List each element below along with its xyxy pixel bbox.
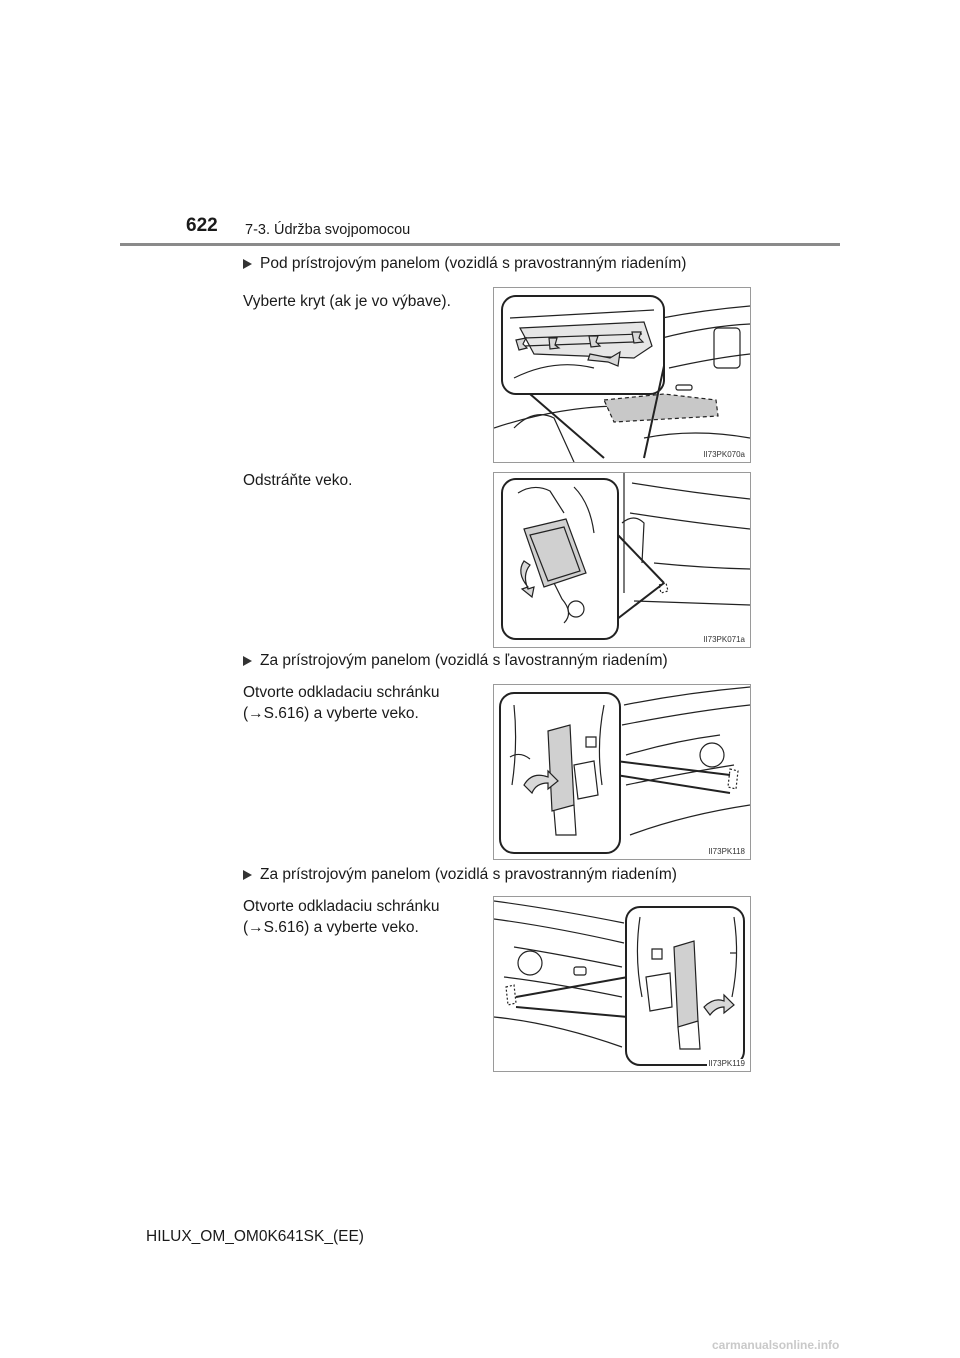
figure-code: II73PK119 [708,1059,745,1068]
bullet-triangle-icon [243,870,252,880]
figure-code: II73PK118 [708,847,745,856]
step-text: Vyberte kryt (ak je vo výbave). [243,293,451,310]
watermark: carmanualsonline.info [712,1338,840,1352]
bullet-text: Za prístrojovým panelom (vozidlá s pravostranným riadením) [260,866,677,883]
step-text-line: (→S.616) a vyberte veko. [243,919,419,936]
page-number: 622 [186,215,218,236]
bullet-text: Pod prístrojovým panelom (vozidlá s pravostranným riadením) [260,255,687,272]
step-text [243,896,439,938]
bullet-heading-rhd-behind-panel [243,866,677,884]
footer-manual-id: HILUX_OM_OM0K641SK_(EE) [146,1228,364,1245]
bullet-text: Za prístrojovým panelom (vozidlá s ľavostranným riadením) [260,652,668,669]
step-text [243,682,439,724]
figure-lid-removal [493,472,751,648]
bullet-triangle-icon [243,259,252,269]
glovebox-lid-rhd-illustration-icon [494,897,750,1071]
figure-panel-cover [493,287,751,463]
lid-removal-illustration-icon [494,473,750,647]
figure-glovebox-rhd [493,896,751,1072]
step-text: Odstráňte veko. [243,472,353,489]
bullet-triangle-icon [243,656,252,666]
figure-code: II73PK070a [703,450,745,459]
step-text-line: Otvorte odkladaciu schránku [243,684,440,701]
section-title: 7-3. Údržba svojpomocou [245,222,411,238]
step-text-line: (→S.616) a vyberte veko. [243,705,419,722]
step-text-line: Otvorte odkladaciu schránku [243,898,440,915]
figure-glovebox-lhd [493,684,751,860]
header-rule [120,243,840,246]
bullet-heading-lhd-behind-panel [243,652,668,670]
panel-cover-removal-illustration-icon [494,288,750,462]
figure-code: II73PK071a [703,635,745,644]
bullet-heading-rhd-under-panel [243,255,686,273]
glovebox-lid-lhd-illustration-icon [494,685,750,859]
